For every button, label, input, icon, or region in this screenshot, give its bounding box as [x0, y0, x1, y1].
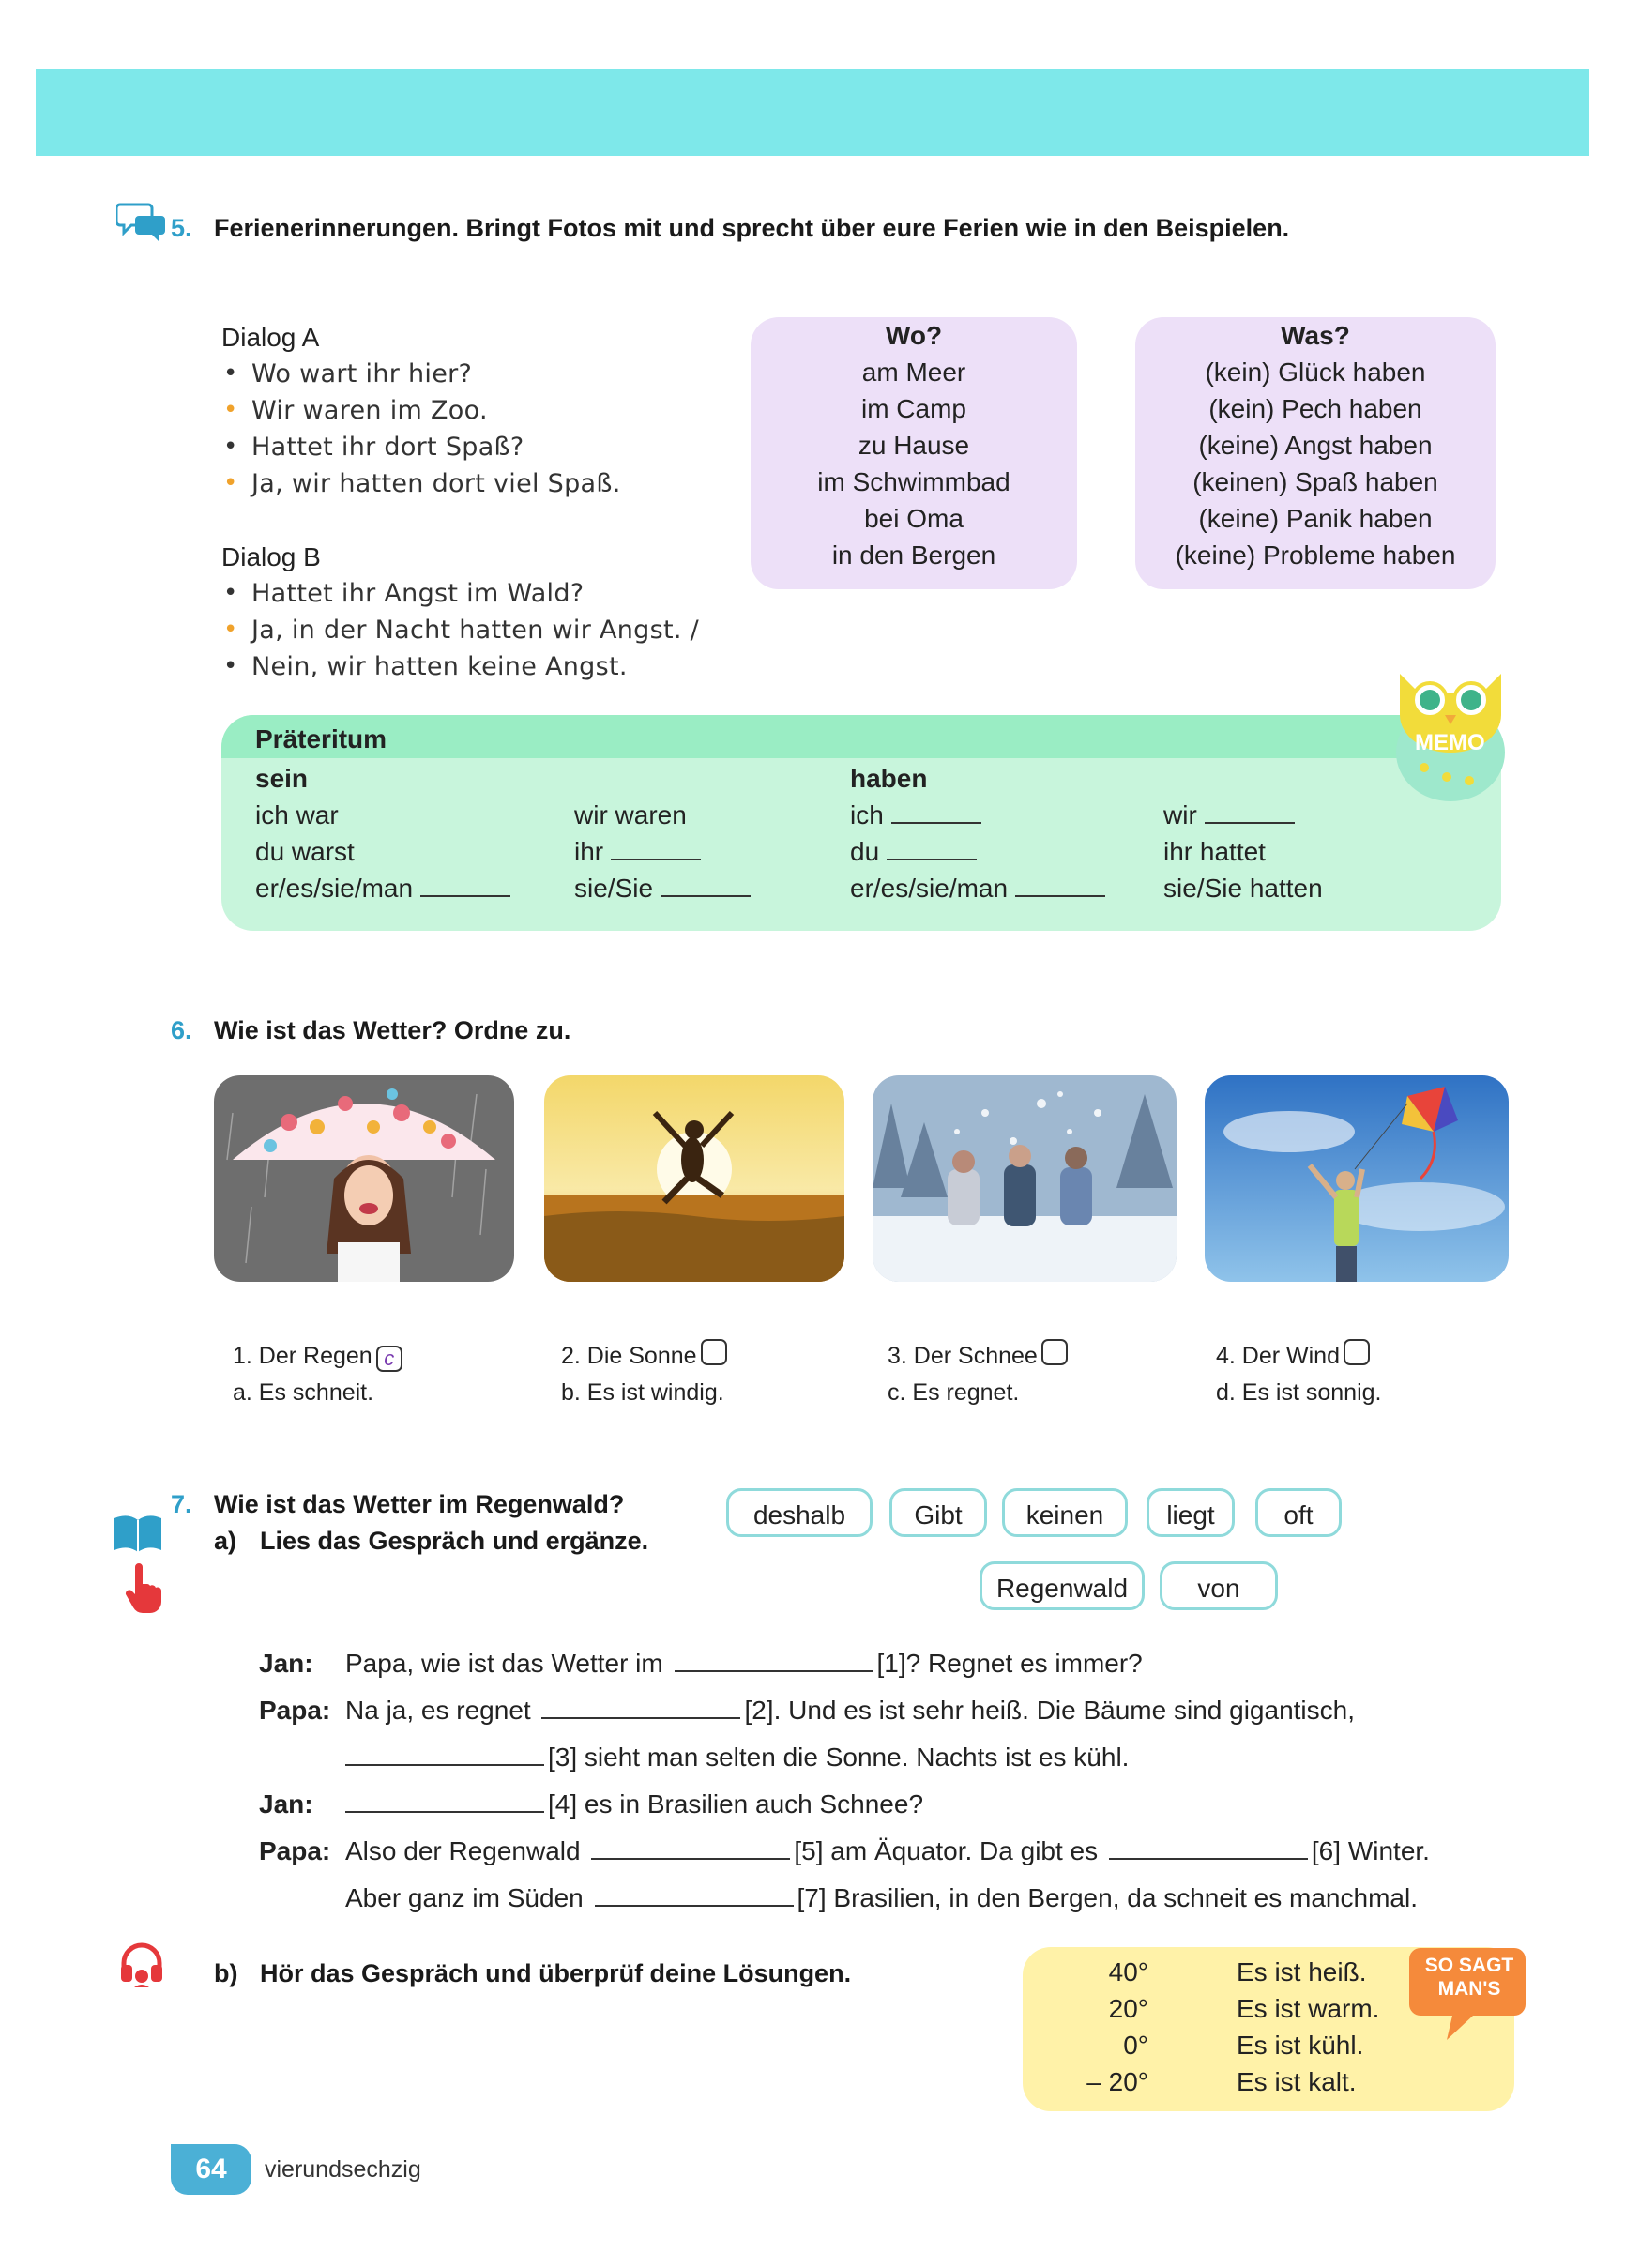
conjugation-item: er/es/sie/man — [255, 874, 414, 903]
fill-blank[interactable] — [1015, 873, 1105, 897]
weather-phrase: Es ist warm. — [1237, 1994, 1380, 2023]
was-box — [1135, 317, 1496, 589]
weather-label: 3. Der Schnee — [888, 1343, 1038, 1369]
wo-item: zu Hause — [858, 431, 970, 460]
speaker: Jan: — [259, 1649, 313, 1678]
gap-5[interactable] — [591, 1834, 790, 1860]
was-item: (kein) Pech haben — [1208, 394, 1422, 423]
weather-sentence: d. Es ist sonnig. — [1216, 1379, 1382, 1406]
weather-item-2 — [561, 1338, 727, 1411]
conjugation-item: sie/Sie — [574, 874, 654, 903]
weather-label: 4. Der Wind — [1216, 1343, 1340, 1369]
speaker: Jan: — [259, 1789, 313, 1819]
temperature: 20° — [1108, 1994, 1148, 2023]
answer-box[interactable]: c — [376, 1346, 402, 1372]
dialog-row — [259, 1781, 1516, 1828]
weather-phrase: Es ist kühl. — [1237, 2031, 1364, 2060]
answer-box[interactable] — [1041, 1339, 1068, 1365]
word-chip[interactable]: keinen — [1002, 1488, 1128, 1537]
haben-col-1 — [850, 760, 1105, 906]
conjugation-item: ich war — [255, 800, 339, 830]
conjugation-item: ihr hattet — [1163, 837, 1266, 866]
was-item: (keine) Angst haben — [1198, 431, 1433, 460]
memo-title: Präteritum — [255, 724, 387, 753]
dialog-row — [259, 1640, 1516, 1687]
book-icon — [111, 1513, 165, 1560]
temperature: 40° — [1108, 1957, 1148, 1986]
conjugation-item: du warst — [255, 837, 355, 866]
fill-blank[interactable] — [887, 836, 977, 860]
wo-item: im Schwimmbad — [817, 467, 1010, 496]
dialog-row — [259, 1875, 1516, 1922]
badge-label: SO SAGT MAN'S — [1424, 1955, 1514, 2000]
dialog-text: [5] am Äquator. Da gibt es — [794, 1836, 1099, 1865]
word-chip[interactable]: liegt — [1147, 1488, 1235, 1537]
fill-blank[interactable] — [661, 873, 751, 897]
memo-header — [221, 715, 1501, 758]
exercise-7a-text: Lies das Gespräch und ergänze. — [260, 1527, 649, 1555]
photo-rain — [214, 1075, 514, 1282]
fill-blank[interactable] — [420, 873, 510, 897]
exercise-7-title: Wie ist das Wetter im Regenwald? — [214, 1490, 625, 1518]
dialog-line: • Hattet ihr dort Spaß? — [221, 429, 747, 465]
gap-6[interactable] — [1109, 1834, 1308, 1860]
exercise-6-title: Wie ist das Wetter? Ordne zu. — [214, 1016, 571, 1044]
weather-sentence: b. Es ist windig. — [561, 1379, 724, 1406]
dialog-row — [259, 1687, 1516, 1734]
conjugation-item: wir waren — [574, 800, 687, 830]
dialog-text: Na ja, es regnet — [345, 1696, 531, 1725]
dialog-text: [1]? Regnet es immer? — [876, 1649, 1143, 1678]
exercise-7b-label: b) — [214, 1959, 238, 1987]
dialog-text: Also der Regenwald — [345, 1836, 581, 1865]
dialog-text: [7] Brasilien, in den Bergen, da schneit es manchmal. — [797, 1883, 1418, 1912]
dialog-text: [3] sieht man selten die Sonne. Nachts ist es kühl. — [548, 1743, 1130, 1772]
gap-7[interactable] — [595, 1880, 794, 1907]
answer-box[interactable] — [1344, 1339, 1370, 1365]
dialog-line: • Wir waren im Zoo. — [221, 392, 747, 429]
page-number-word: vierundsechzig — [265, 2156, 421, 2183]
exercise-5-number: 5. — [171, 214, 192, 242]
answer-box[interactable] — [701, 1339, 727, 1365]
wo-heading: Wo? — [885, 321, 943, 350]
was-heading: Was? — [1281, 321, 1350, 350]
dialog-text: [6] Winter. — [1311, 1836, 1430, 1865]
dialog-text: [4] es in Brasilien auch Schnee? — [548, 1789, 924, 1819]
word-chip[interactable]: Regenwald — [980, 1561, 1145, 1610]
conjugation-item: wir — [1163, 800, 1197, 830]
dialog-line: • Ja, wir hatten dort viel Spaß. — [221, 465, 747, 502]
dialog-line: • Ja, in der Nacht hatten wir Angst. / — [221, 612, 747, 648]
phrase-column — [1237, 1954, 1379, 2100]
dialog-text: Aber ganz im Süden — [345, 1883, 584, 1912]
was-item: (keine) Probleme haben — [1175, 540, 1456, 570]
dialog-line: • Nein, wir hatten keine Angst. — [221, 648, 747, 685]
wo-item: im Camp — [860, 394, 966, 423]
header-bar — [36, 69, 1589, 156]
dialog-line: • Hattet ihr Angst im Wald? — [221, 575, 747, 612]
wo-item: in den Bergen — [831, 540, 996, 570]
conjugation-item: du — [850, 837, 880, 866]
gap-4[interactable] — [345, 1787, 544, 1813]
gap-2[interactable] — [541, 1693, 740, 1719]
speaker: Papa: — [259, 1836, 331, 1865]
sein-col-2 — [574, 797, 751, 906]
photo-wind — [1205, 1075, 1509, 1282]
fill-blank[interactable] — [891, 799, 981, 824]
conjugation-item: ich — [850, 800, 884, 830]
exercise-6-number: 6. — [171, 1016, 192, 1044]
so-sagt-mans-badge — [1407, 1944, 1529, 2047]
wo-item: am Meer — [861, 358, 966, 387]
exercise-7-number: 7. — [171, 1490, 192, 1518]
dialog-line: • Wo wart ihr hier? — [221, 356, 747, 392]
was-item: (kein) Glück haben — [1205, 358, 1426, 387]
exercise-7a-label: a) — [214, 1527, 237, 1555]
gap-3[interactable] — [345, 1740, 544, 1766]
dialog-row — [259, 1828, 1516, 1875]
wo-box — [751, 317, 1077, 589]
dialog-text: Papa, wie ist das Wetter im — [345, 1649, 663, 1678]
headphones-icon — [118, 1941, 165, 1994]
was-item: (keine) Panik haben — [1198, 504, 1433, 533]
page-number: 64 — [171, 2144, 251, 2195]
gap-1[interactable] — [675, 1646, 873, 1672]
weather-sentence: a. Es schneit. — [233, 1379, 374, 1406]
fill-blank[interactable] — [611, 836, 701, 860]
haben-col-2 — [1163, 797, 1323, 906]
weather-item-3 — [888, 1338, 1068, 1411]
word-chip[interactable]: deshalb — [726, 1488, 873, 1537]
was-item: (keinen) Spaß haben — [1192, 467, 1438, 496]
photo-snow — [873, 1075, 1177, 1282]
dialog-b-heading: Dialog B — [221, 542, 321, 571]
photo-sun — [544, 1075, 844, 1282]
sein-col-1 — [255, 760, 510, 906]
temperature-column — [1041, 1954, 1148, 2100]
temperature: 0° — [1123, 2031, 1148, 2060]
dialog-text: [2]. Und es ist sehr heiß. Die Bäume sind gigantisch, — [744, 1696, 1355, 1725]
fill-blank[interactable] — [1205, 799, 1295, 824]
speech-bubbles-icon — [116, 199, 167, 249]
word-chip[interactable]: Gibt — [889, 1488, 987, 1537]
weather-phrase: Es ist heiß. — [1237, 1957, 1367, 1986]
dialog-row — [259, 1734, 1516, 1781]
speaker: Papa: — [259, 1696, 331, 1725]
exercise-5-title: Ferienerinnerungen. Bringt Fotos mit und sprecht über eure Ferien wie in den Beispielen. — [214, 214, 1290, 242]
weather-label: 2. Die Sonne — [561, 1343, 697, 1369]
wo-item: bei Oma — [864, 504, 964, 533]
temperature: – 20° — [1086, 2067, 1148, 2096]
regenwald-dialog — [259, 1640, 1516, 1922]
weather-label: 1. Der Regen — [233, 1343, 372, 1369]
weather-item-1 — [233, 1338, 402, 1411]
weather-phrase: Es ist kalt. — [1237, 2067, 1357, 2096]
conjugation-item: er/es/sie/man — [850, 874, 1009, 903]
exercise-7b-text: Hör das Gespräch und überprüf deine Lösungen. — [260, 1959, 852, 1987]
dialog-a-heading: Dialog A — [221, 323, 320, 352]
owl-memo-icon — [1387, 662, 1514, 808]
pointing-hand-icon — [122, 1563, 167, 1619]
weather-item-4 — [1216, 1338, 1381, 1411]
memo-badge-label: MEMO — [1415, 730, 1485, 755]
conjugation-item: sie/Sie hatten — [1163, 874, 1323, 903]
dialog-section — [221, 319, 747, 685]
conjugation-item: ihr — [574, 837, 604, 866]
sein-heading: sein — [255, 764, 309, 793]
haben-heading: haben — [850, 764, 928, 793]
word-chip[interactable]: von — [1160, 1561, 1278, 1610]
word-chip[interactable]: oft — [1255, 1488, 1342, 1537]
weather-sentence: c. Es regnet. — [888, 1379, 1020, 1406]
